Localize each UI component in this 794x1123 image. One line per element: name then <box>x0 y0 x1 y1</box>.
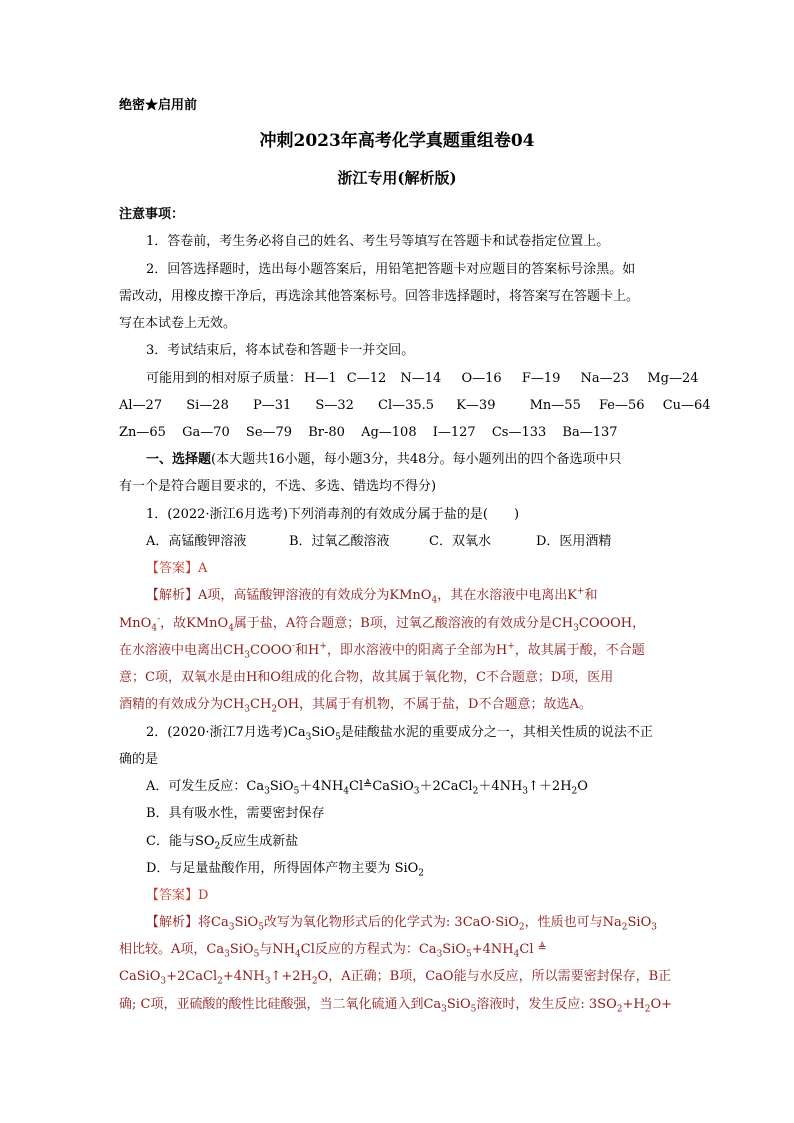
mass-al: Al—27 <box>119 398 163 413</box>
q1-analysis-line-3: 在水溶液中电离出$CH_3COOO^-$和H+，即水溶液中的阳离子全部为H+，故其属于酸，不合题 <box>119 641 645 661</box>
atomic-masses-row-2 <box>119 398 711 414</box>
secret-label: 绝密★启用前 <box>119 98 198 113</box>
atomic-masses-intro: 可能用到的相对原子质量： <box>146 371 303 386</box>
q2-option-d: D．与足量盐酸作用，所得固体产物主要为 SiO$_2$ <box>146 861 425 879</box>
mass-mg: Mg—24 <box>647 371 699 386</box>
page-title: 冲刺2023年高考化学真题重组卷04 <box>259 131 535 151</box>
q2-answer-label: 【答案】 <box>146 888 199 903</box>
page-subtitle: 浙江专用(解析版) <box>337 169 457 187</box>
q2-option-d-text: D．与足量盐酸作用，所得固体产物主要为 <box>146 861 391 876</box>
q1-analysis-line-5: 酒精的有效成分为$CH_3CH_2OH$，其属于有机物，不属于盐，D不合题意；故选A。 <box>119 697 592 715</box>
mass-n: N—14 <box>400 371 442 386</box>
mass-i: I—127 <box>432 425 476 440</box>
q1-option-a: A．高锰酸钾溶液 <box>146 534 247 549</box>
q2-analysis-label: 【解析】 <box>146 915 199 930</box>
mass-si: Si—28 <box>186 398 229 413</box>
mass-ga: Ga—70 <box>182 425 230 440</box>
q2-source: 2．(2020·浙江7月选考) <box>146 725 288 740</box>
section-1-desc: (本大题共16小题，每小题3分，共48分。每小题列出的四个备选项中只 <box>211 452 622 467</box>
q2-option-b: B．具有吸水性，需要密封保存 <box>146 806 325 821</box>
atomic-masses-row-1 <box>146 371 699 387</box>
mass-o: O—16 <box>461 371 502 386</box>
q1-option-c: C．双氧水 <box>429 534 491 549</box>
q2-option-a: A．可发生反应：$Ca_3SiO_5+4NH_4Cl≜CaSiO_3+2CaCl_2+4NH_3↑+2H_2O$ <box>146 778 588 797</box>
q1-option-d: D．医用酒精 <box>536 534 612 549</box>
mass-na: Na—23 <box>580 371 630 386</box>
q1-analysis-line-2: MnO$_4$-，故KMnO$_4$属于盐，A符合题意；B项，过氧乙酸溶液的有效成分是$CH_3COOOH$， <box>119 614 646 634</box>
atomic-masses-row-3 <box>119 425 618 441</box>
mass-k: K—39 <box>456 398 496 413</box>
q1-answer-value: A <box>198 561 208 576</box>
section-1-line-1 <box>146 452 621 468</box>
note-2-line-1: 2．回答选择题时，选出每小题答案后，用铅笔把答题卡对应题目的答案标号涂黑。如 <box>146 262 636 277</box>
mass-s: S—32 <box>315 398 354 413</box>
mass-zn: Zn—65 <box>119 425 166 440</box>
mass-se: Se—79 <box>245 425 293 440</box>
mass-br: Br-80 <box>308 425 345 440</box>
note-2-line-3: 写在本试卷上无效。 <box>119 316 237 331</box>
q1-answer <box>146 561 207 577</box>
mass-cu: Cu—64 <box>662 398 711 413</box>
mass-ag: Ag—108 <box>361 425 417 440</box>
q2-analysis-line-4: 确; C项，亚硫酸的酸性比硅酸强，当二氧化硫通入到$Ca_3SiO_5$溶液时，发生反应: $3SO_2+H_2O+$ <box>119 997 672 1015</box>
section-1-line-2: 有一个是符合题目要求的，不选、多选、错选均不得分) <box>119 479 437 494</box>
mass-ba: Ba—137 <box>562 425 618 440</box>
q1-answer-label: 【答案】 <box>146 561 199 576</box>
note-1: 1．答卷前，考生务必将自己的姓名、考生号等填写在答题卡和试卷指定位置上。 <box>146 234 610 249</box>
mass-mn: Mn—55 <box>529 398 581 413</box>
q2-stem-line-1: 2．(2020·浙江7月选考)$Ca_3SiO_5$是硅酸盐水泥的重要成分之一，其相关性质的说法不正 <box>146 725 653 743</box>
q1-options <box>146 534 611 550</box>
q2-answer-value: D <box>198 888 209 903</box>
mass-h: H—1 <box>304 371 337 386</box>
q2-option-c: C．能与$SO_2$反应生成新盐 <box>146 834 299 852</box>
q1-stem: 1．(2022·浙江6月选考)下列消毒剂的有效成分属于盐的是( ) <box>146 507 520 522</box>
mass-cl: Cl—35.5 <box>378 398 435 413</box>
note-2-line-2: 需改动，用橡皮擦干净后，再选涂其他答案标号。回答非选择题时，将答案写在答题卡上。 <box>119 289 640 304</box>
q1-option-b: B．过氧乙酸溶液 <box>289 534 390 549</box>
q1-analysis-line-4: 意；C项，双氧水是由H和O组成的化合物，故其属于氧化物，C不合题意；D项，医用 <box>119 670 614 685</box>
q1-analysis-line-1: 【解析】A项，高锰酸钾溶液的有效成分为KMnO$_4$，其在水溶液中电离出K+和 <box>146 586 598 606</box>
mass-cs: Cs—133 <box>491 425 547 440</box>
q2-analysis-line-1: 【解析】将$Ca_3SiO_5$改写为氧化物形式后的化学式为: 3CaO·SiO$_2$，性质也可与$Na_2SiO_3$ <box>146 915 657 933</box>
q2-stem-text: 是硅酸盐水泥的重要成分之一，其相关性质的说法不正 <box>340 725 653 740</box>
q2-analysis-line-3: $CaSiO_3+2CaCl_2+4NH_3↑+2H_2O$，A正确；B项，CaO能与水反应，所以需要密封保存，B正 <box>119 969 672 987</box>
mass-c: C—12 <box>346 371 387 386</box>
q2-analysis-line-2: 相比较。A项，$Ca_3SiO_5$与$NH_4Cl$反应的方程式为：$Ca_3SiO_5+4NH_4Cl$ ≜ <box>119 941 547 960</box>
q2-answer <box>146 888 208 904</box>
section-1-label: 一、选择题 <box>146 452 212 467</box>
notes-heading: 注意事项： <box>119 207 185 222</box>
mass-f: F—19 <box>521 371 561 386</box>
q1-analysis-label: 【解析】 <box>146 588 199 603</box>
q2-stem-line-2: 确的是 <box>119 752 159 767</box>
mass-fe: Fe—56 <box>599 398 645 413</box>
note-3: 3．考试结束后，将本试卷和答题卡一并交回。 <box>146 343 415 358</box>
mass-p: P—31 <box>252 398 292 413</box>
